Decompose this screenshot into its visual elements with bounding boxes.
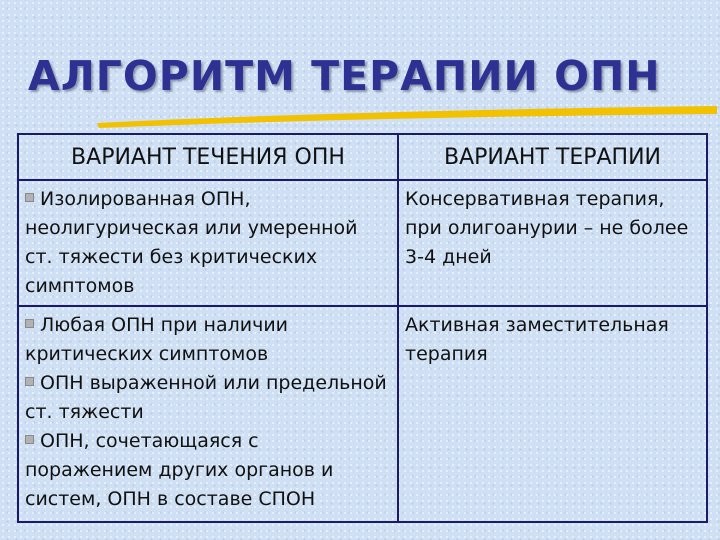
bullet-icon [25,435,34,444]
item-text: Любая ОПН при наличии критических симптомов [25,314,289,365]
item-text: ОПН, сочетающаяся с поражением других органов и систем, ОПН в составе СПОН [25,430,334,510]
bullet-icon [25,377,34,386]
list-item [25,427,391,514]
header-course: ВАРИАНТ ТЕЧЕНИЯ ОПН [18,134,398,180]
list-item [25,369,391,427]
table-row [18,306,707,522]
title-underline [95,103,720,129]
therapy-cell: Консервативная терапия, при олигоанурии – не более 3-4 дней [398,180,707,306]
item-text: ОПН выраженной или предельной ст. тяжести [25,372,387,423]
therapy-table [17,133,708,523]
bullet-icon [25,193,34,202]
therapy-cell: Активная заместительная терапия [398,306,707,522]
list-item [25,311,391,369]
bullet-icon [25,319,34,328]
course-cell [18,306,398,522]
table-row [18,180,707,306]
item-text: Изолированная ОПН, неолигурическая или умеренной ст. тяжести без критических симптомов [25,188,358,297]
course-cell [18,180,398,306]
slide-title: АЛГОРИТМ ТЕРАПИИ ОПН [28,52,661,100]
list-item [25,185,391,301]
table-header-row [18,134,707,180]
header-therapy: ВАРИАНТ ТЕРАПИИ [398,134,707,180]
